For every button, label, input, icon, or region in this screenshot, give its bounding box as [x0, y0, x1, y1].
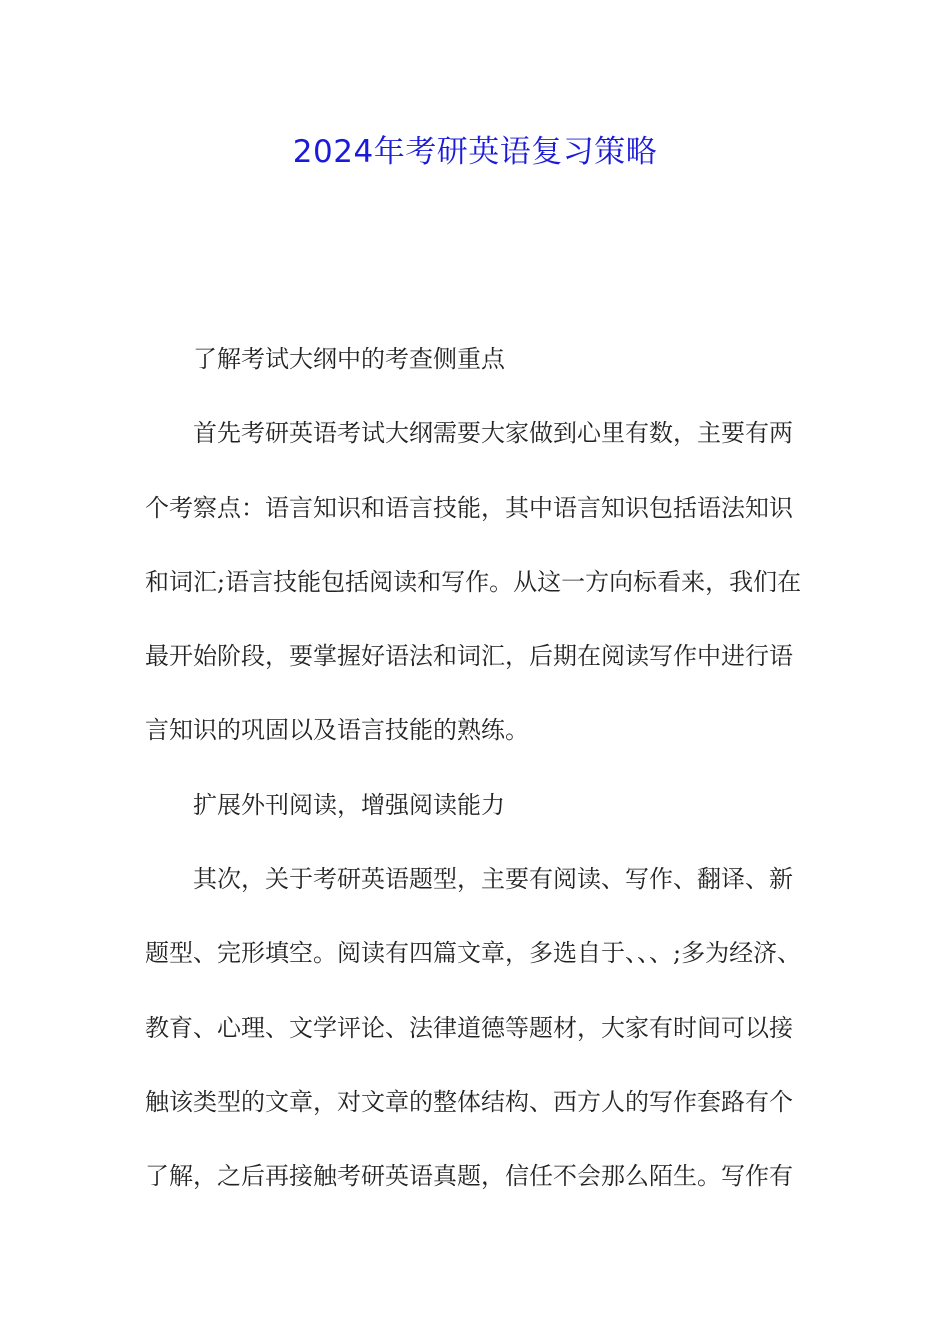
text-line: 了解考试大纲中的考查侧重点 [193, 345, 505, 373]
text-line: 个考察点：语言知识和语言技能，其中语言知识包括语法知识 [145, 493, 793, 522]
document-body [145, 335, 827, 1227]
text-line: 了解，之后再接触考研英语真题，信任不会那么陌生。写作有 [145, 1162, 793, 1191]
text-line: 言知识的巩固以及语言技能的熟练。 [145, 716, 529, 745]
text-line: 其次，关于考研英语题型，主要有阅读、写作、翻译、新 [193, 865, 793, 894]
text-line: 扩展外刊阅读，增强阅读能力 [193, 790, 505, 819]
text-line: 首先考研英语考试大纲需要大家做到心里有数，主要有两 [193, 419, 793, 448]
text-line: 题型、完形填空。阅读有四篇文章，多选自于、、、;多为经济、 [145, 939, 802, 968]
text-line: 教育、心理、文学评论、法律道德等题材，大家有时间可以接 [145, 1013, 793, 1042]
text-line: 和词汇;语言技能包括阅读和写作。从这一方向标看来，我们在 [145, 567, 802, 596]
text-line: 触该类型的文章，对文章的整体结构、西方人的写作套路有个 [145, 1087, 793, 1116]
document-title: 2024年考研英语复习策略 [292, 134, 658, 170]
text-line: 最开始阶段，要掌握好语法和词汇，后期在阅读写作中进行语 [145, 642, 793, 671]
